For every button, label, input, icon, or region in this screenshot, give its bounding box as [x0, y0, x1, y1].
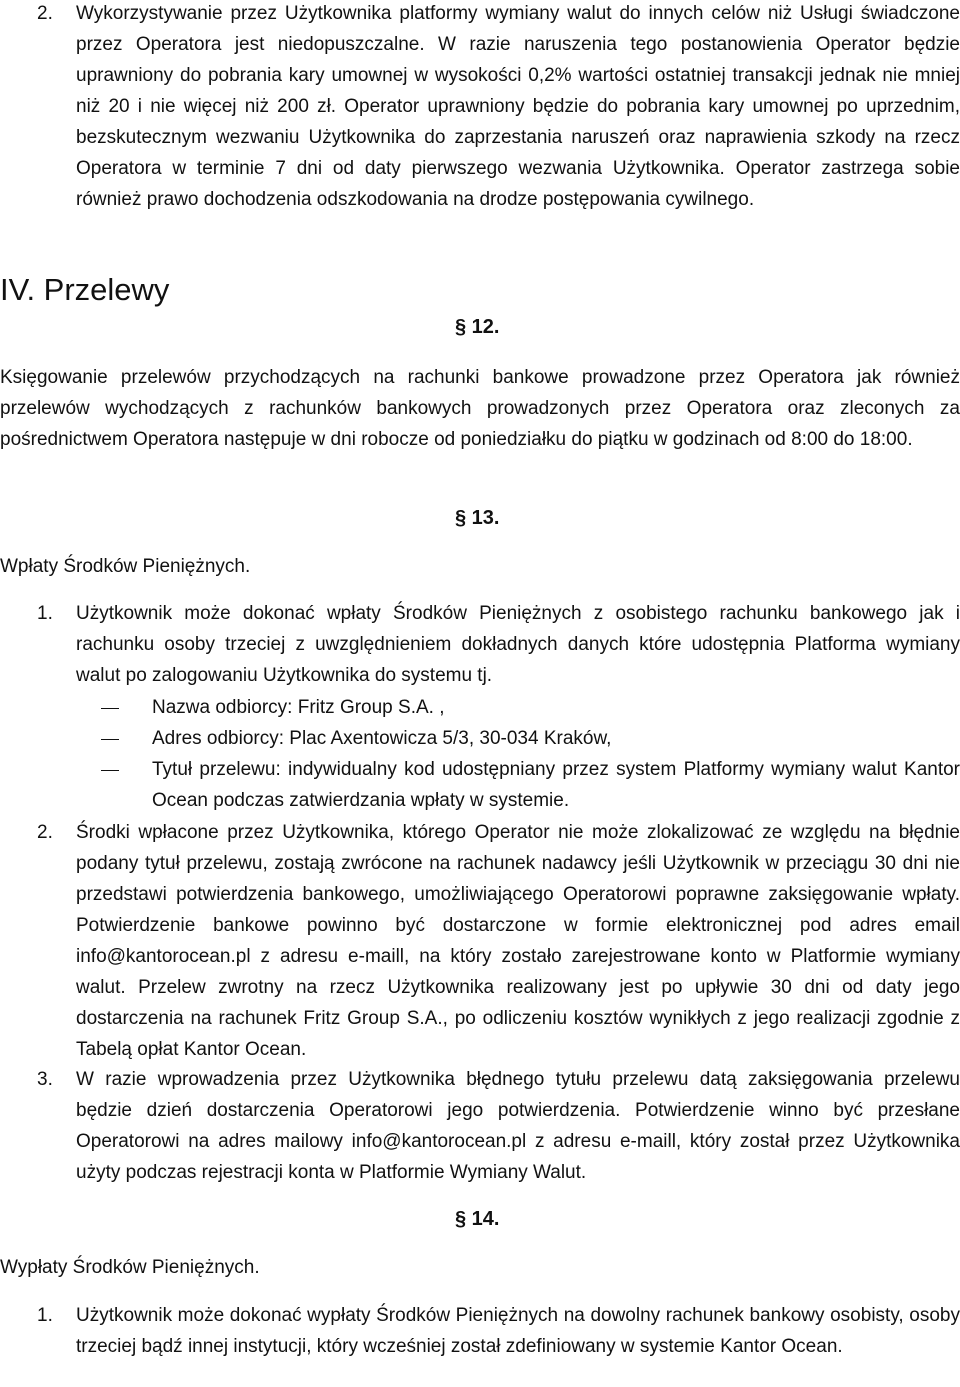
list-number: 1.: [37, 603, 53, 624]
paragraph-sign-12: § 12.: [455, 316, 500, 338]
list-item-text: Środki wpłacone przez Użytkownika, którego Operator nie może zlokalizować ze względu na błędnie podany tytuł przelewu, zostają zwrócone na rachunek nadawcy jeśli Użytkownik w przeciągu 30 dni nie przedstawi potwierdzenia bankowego, umożliwiającego Operatorowi poprawne zaksięgowanie wpłaty. Potwierdzenie bankowe powinno być dostarczone w formie elektronicznej pod adres email info@kantorocean.pl z adresu e-maill, na który zostało zarejestrowane konto w Platformie wymiany walut. Przelew zwrotny na rzecz Użytkownika realizowany jest po upływie 30 dni od daty jego dostarczenia na rachunek Fritz Group S.A., po odliczeniu kosztów wynikłych z jego realizacji zgodnie z Tabelą opłat Kantor Ocean.: [76, 822, 960, 1060]
section-label-withdrawals: Wypłaty Środków Pieniężnych.: [0, 1257, 260, 1278]
paragraph-top-item: Wykorzystywanie przez Użytkownika platformy wymiany walut do innych celów niż Usługi świadczone przez Operatora jest niedopuszczalne. W razie naruszenia tego postanowienia Operator będzie uprawniony do pobrania kary umownej w wysokości 0,2% wartości ostatniej transakcji jednak nie mniej niż 20 i nie więcej niż 200 zł. Operator uprawniony będzie do pobrania kary umownej po uprzednim, bezskutecznym wezwaniu Użytkownika do zaprzestania naruszeń oraz naprawienia szkody na rzecz Operatora w terminie 7 dni od daty pierwszego wezwania Użytkownika. Operator zastrzega sobie również prawo dochodzenia odszkodowania na drodze postępowania cywilnego.: [76, 3, 960, 210]
paragraph-sign-13: § 13.: [455, 507, 500, 529]
paragraph-12-text: Księgowanie przelewów przychodzących na rachunki bankowe prowadzone przez Operatora jak również przelewów wychodzących z rachunków bankowych prowadzonych przez Operatora oraz zleconych za pośrednictwem Operatora następuje w dni robocze od poniedziałku do piątku w godzinach od 8:00 do 18:00.: [0, 367, 960, 450]
list-number: 2.: [37, 3, 53, 24]
list-number: 2.: [37, 822, 53, 843]
dash-icon: [101, 739, 119, 740]
list-item-text: Użytkownik może dokonać wpłaty Środków Pieniężnych z osobistego rachunku bankowego jak i rachunku osoby trzeciej z uwzględnieniem dokładnych danych które udostępnia Platforma wymiany walut po zalogowaniu Użytkownika do systemu tj.: [76, 603, 960, 686]
section-label-deposits: Wpłaty Środków Pieniężnych.: [0, 556, 251, 577]
bullet-recipient-address: Adres odbiorcy: Plac Axentowicza 5/3, 30-034 Kraków,: [152, 728, 612, 749]
list-number: 1.: [37, 1305, 53, 1326]
list-item-text: W razie wprowadzenia przez Użytkownika błędnego tytułu przelewu datą zaksięgowania przelewu będzie dzień dostarczenia Operatorowi jego potwierdzenia. Potwierdzenie winno być przesłane Operatorowi na adres mailowy info@kantorocean.pl z adresu e-maill, który został przez Użytkownika użyty podczas rejestracji konta w Platformie Wymiany Walut.: [76, 1069, 960, 1183]
bullet-transfer-title: Tytuł przelewu: indywidualny kod udostępniany przez system Platformy wymiany walut Kantor Ocean podczas zatwierdzania wpłaty w systemie.: [152, 759, 960, 811]
paragraph-sign-14: § 14.: [455, 1208, 500, 1230]
list-number: 3.: [37, 1069, 53, 1090]
list-item-text: Użytkownik może dokonać wypłaty Środków Pieniężnych na dowolny rachunek bankowy osobisty, osoby trzeciej bądź innej instytucji, który wcześniej został zdefiniowany w systemie Kantor Ocean.: [76, 1305, 960, 1357]
section-title: IV. Przelewy: [0, 272, 170, 307]
dash-icon: [101, 770, 119, 771]
dash-icon: [101, 708, 119, 709]
bullet-recipient-name: Nazwa odbiorcy: Fritz Group S.A. ,: [152, 697, 445, 718]
